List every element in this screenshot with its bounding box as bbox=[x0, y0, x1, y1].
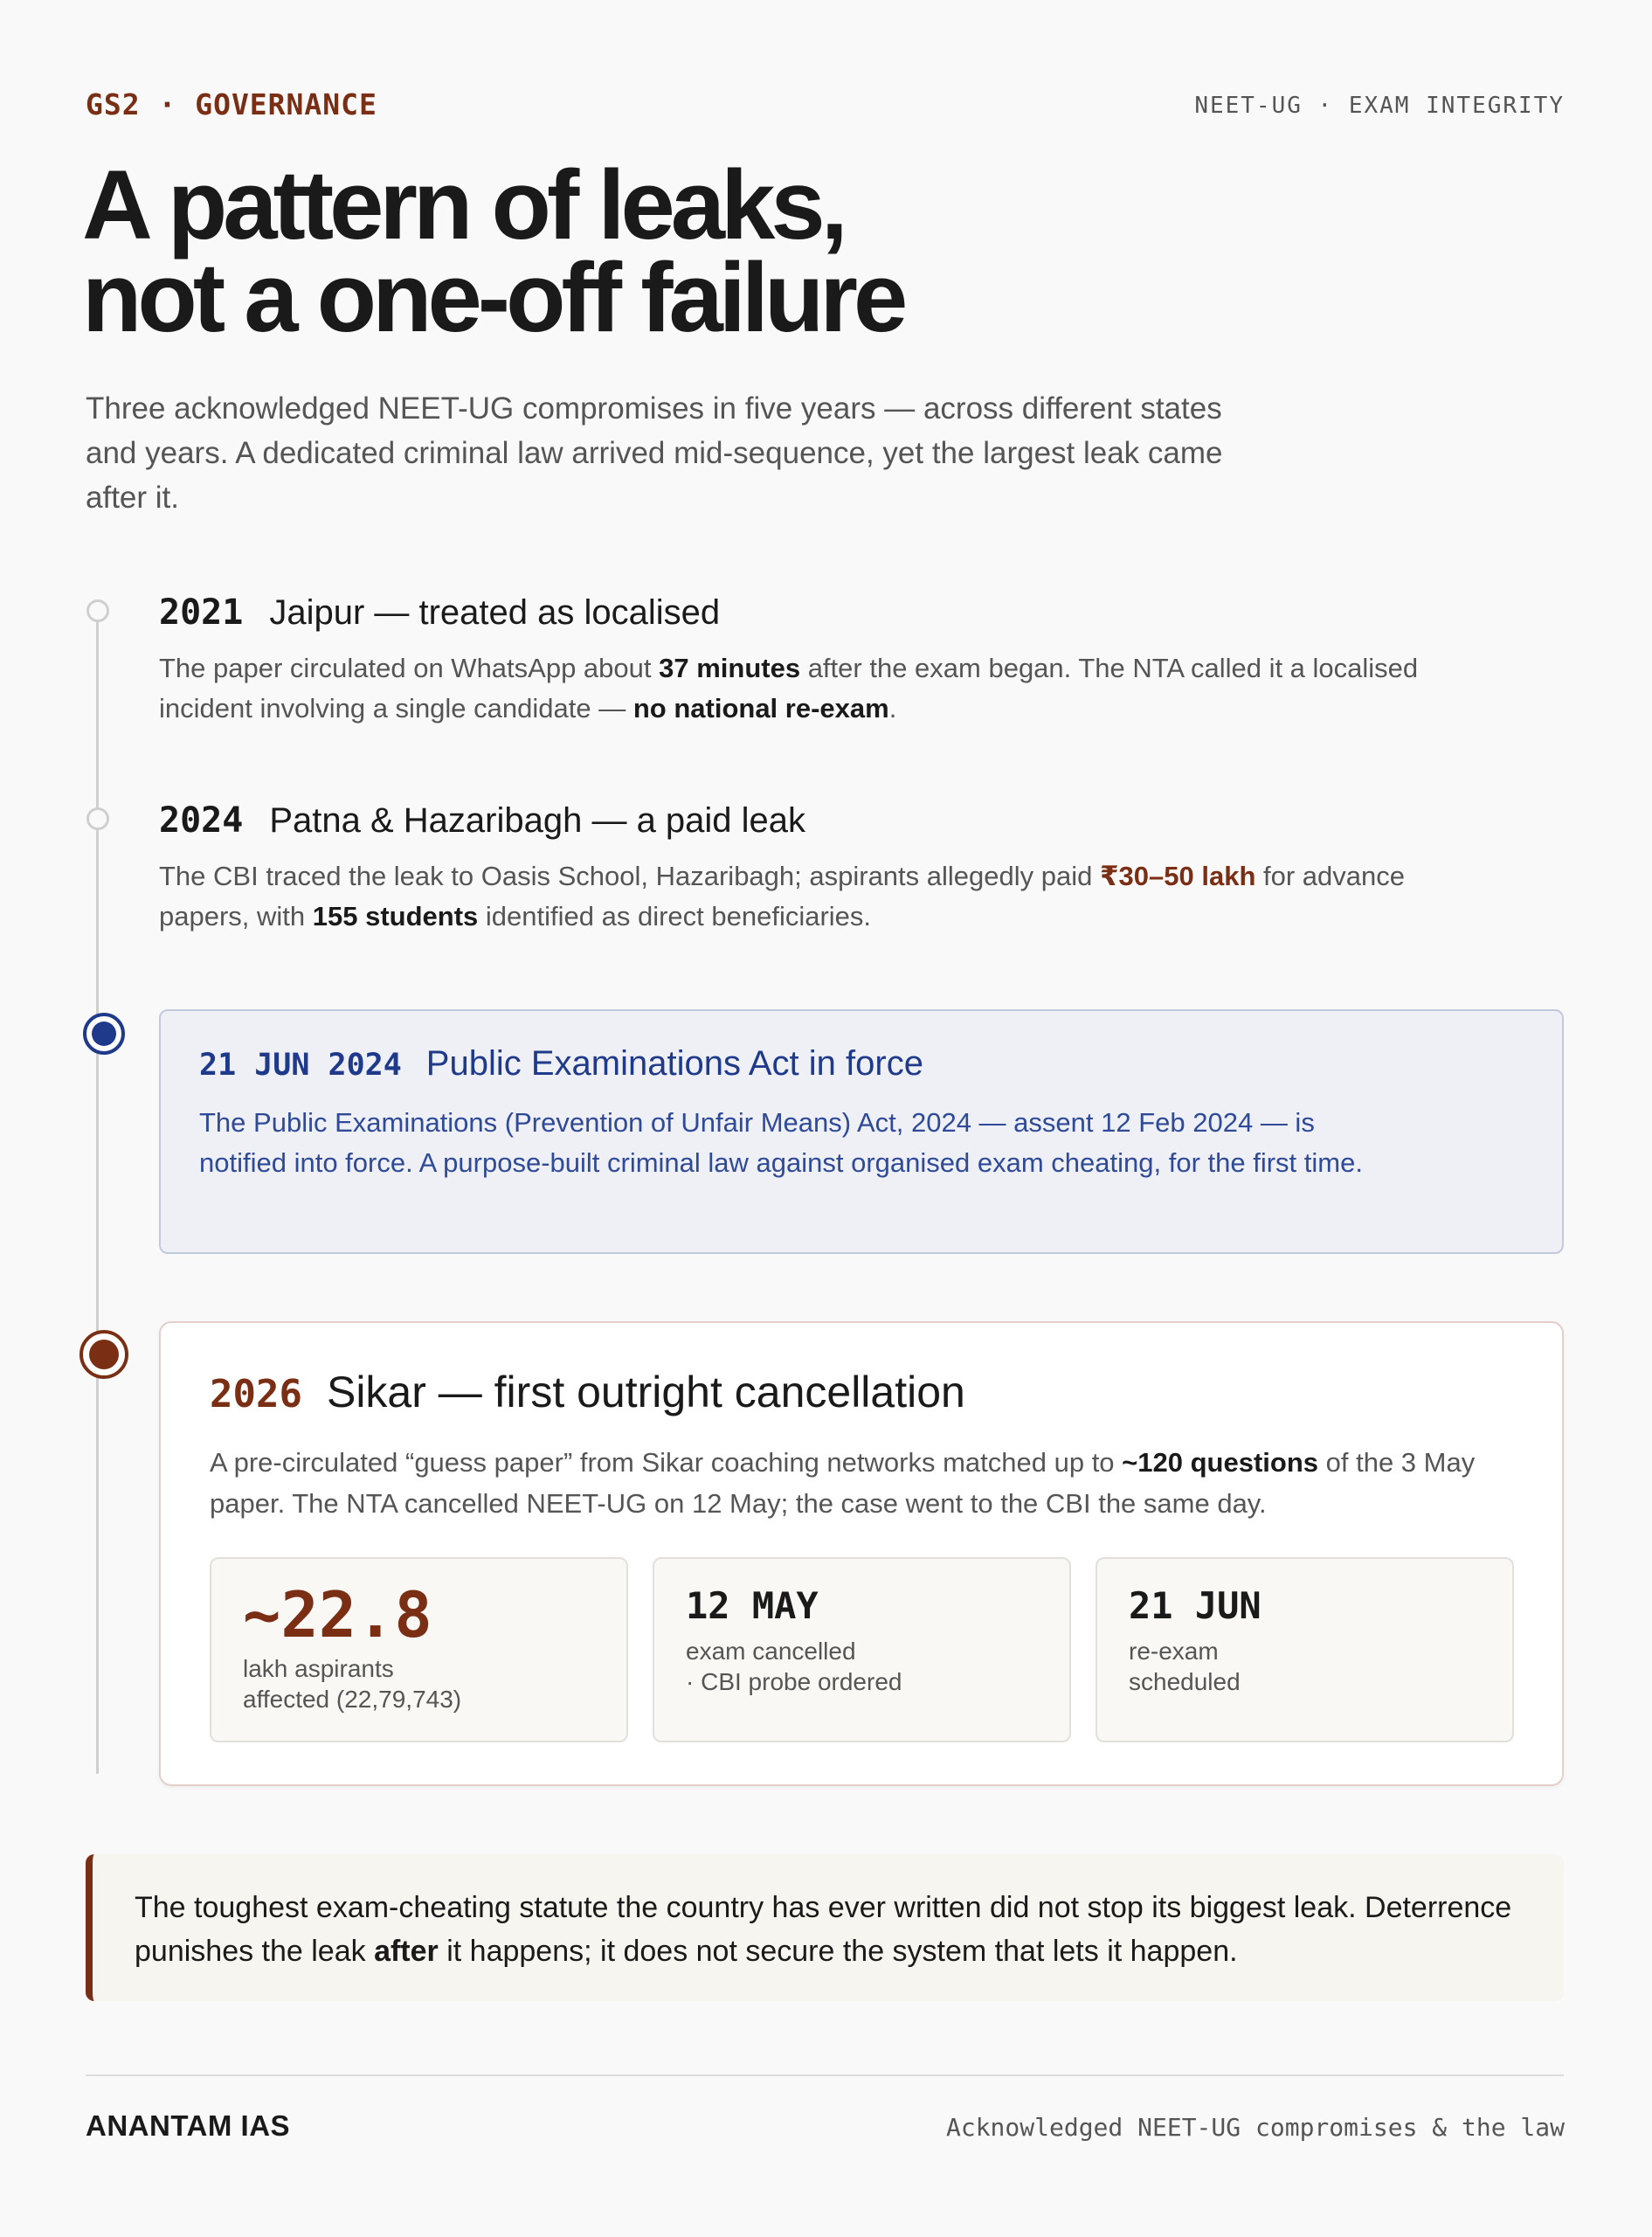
subject-kicker: GS2 · GOVERNANCE bbox=[86, 87, 377, 121]
page-title bbox=[82, 150, 1218, 352]
stat-value: ~22.8 bbox=[243, 1578, 432, 1652]
stat-label-line: exam cancelled bbox=[686, 1638, 856, 1665]
act-description: The Public Examinations (Prevention of Unfair Means) Act, 2024 — assent 12 Feb 2024 — is notified into force. A purpose-built criminal law against organised exam cheating, for the first time. bbox=[199, 1107, 1363, 1178]
stat-label-line: · CBI probe ordered bbox=[686, 1668, 902, 1695]
act-callout bbox=[159, 1009, 1564, 1254]
timeline-dot-act bbox=[83, 1013, 125, 1055]
stat-label bbox=[243, 1653, 595, 1714]
highlight-amount: ₹30–50 lakh bbox=[1099, 861, 1256, 891]
stat-tile-reexam bbox=[1096, 1557, 1514, 1742]
text-run: A pre-circulated “guess paper” from Sikar coaching networks matched up to bbox=[210, 1447, 1123, 1478]
intro-paragraph: Three acknowledged NEET-UG compromises in five years — across different states and years. A dedicated criminal law arrived mid-sequence, yet the largest leak came after it. bbox=[86, 391, 1223, 515]
event-card-2026 bbox=[159, 1321, 1564, 1786]
timeline-dot-2021 bbox=[86, 599, 109, 622]
stat-tile-aspirants bbox=[210, 1557, 628, 1742]
stat-label-line: scheduled bbox=[1129, 1668, 1241, 1695]
topic-label: NEET-UG · EXAM INTEGRITY bbox=[1194, 93, 1565, 119]
act-date: 21 JUN 2024 bbox=[199, 1048, 402, 1083]
footer-divider bbox=[86, 2074, 1564, 2076]
event-year: 2021 bbox=[159, 592, 244, 633]
stat-label-line: lakh aspirants bbox=[243, 1655, 394, 1682]
stat-tiles bbox=[210, 1557, 1514, 1742]
text-run: after the exam began. The NTA called it a localised incident involving a single candidate — bbox=[159, 653, 1419, 724]
stat-value: 12 MAY bbox=[686, 1584, 819, 1627]
event-description bbox=[159, 856, 1434, 937]
highlight-duration: 37 minutes bbox=[659, 653, 801, 683]
event-description bbox=[210, 1442, 1485, 1524]
event-year: 2024 bbox=[159, 800, 244, 841]
title-line-1: A pattern of leaks, bbox=[82, 150, 844, 260]
title-line-2: not a one-off failure bbox=[82, 243, 904, 352]
stat-label bbox=[1129, 1636, 1481, 1697]
takeaway-quote bbox=[86, 1854, 1564, 2001]
highlight-students: 155 students bbox=[312, 901, 479, 932]
event-description bbox=[159, 648, 1434, 729]
highlight-no-reexam: no national re-exam bbox=[632, 693, 889, 724]
text-run: of the 3 May paper. The NTA cancelled NEET-UG on 12 May; the case went to the CBI the same day. bbox=[210, 1447, 1476, 1519]
text-run: . bbox=[888, 693, 897, 724]
text-run: The CBI traced the leak to Oasis School, Hazaribagh; aspirants allegedly paid bbox=[159, 861, 1100, 891]
timeline-dot-2024 bbox=[86, 807, 109, 830]
highlight-after: after bbox=[374, 1935, 439, 1968]
text-run: for advance papers, with bbox=[159, 861, 1406, 932]
event-title: Sikar — first outright cancellation bbox=[326, 1368, 965, 1416]
text-run: The paper circulated on WhatsApp about bbox=[159, 653, 660, 683]
act-title: Public Examinations Act in force bbox=[425, 1044, 923, 1083]
event-title: Jaipur — treated as localised bbox=[269, 593, 721, 632]
timeline-event-2024 bbox=[159, 800, 1434, 937]
timeline-event-2021 bbox=[159, 592, 1434, 729]
text-run: it happens; it does not secure the system that lets it happen. bbox=[438, 1935, 1238, 1968]
timeline-dot-2026 bbox=[79, 1330, 128, 1379]
text-run: The toughest exam-cheating statute the country has ever written did not stop its biggest leak. Deterrence punishes the leak bbox=[135, 1891, 1512, 1968]
stat-label-line: re-exam bbox=[1129, 1638, 1219, 1665]
stat-label bbox=[686, 1636, 1038, 1697]
brand-name: ANANTAM IAS bbox=[86, 2109, 291, 2142]
event-title: Patna & Hazaribagh — a paid leak bbox=[269, 801, 806, 840]
text-run: identified as direct beneficiaries. bbox=[478, 901, 872, 932]
highlight-questions: ~120 questions bbox=[1122, 1447, 1319, 1478]
footer-caption: Acknowledged NEET-UG compromises & the law bbox=[945, 2113, 1565, 2142]
stat-label-line: affected (22,79,743) bbox=[243, 1686, 462, 1713]
timeline-rail bbox=[96, 612, 99, 1774]
stat-value: 21 JUN bbox=[1129, 1584, 1261, 1627]
stat-tile-cancelled bbox=[653, 1557, 1071, 1742]
event-year: 2026 bbox=[210, 1372, 302, 1416]
